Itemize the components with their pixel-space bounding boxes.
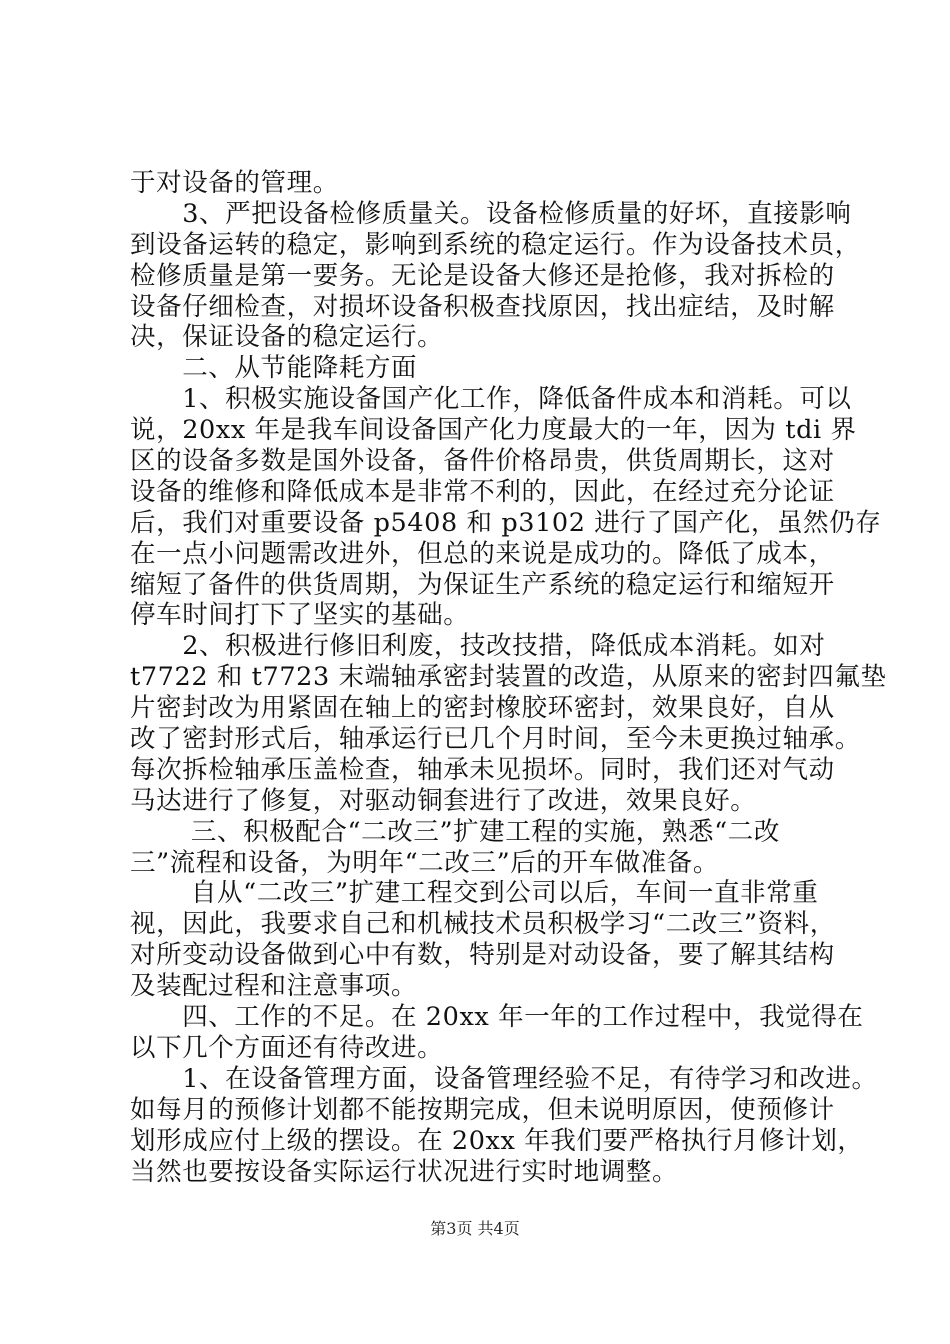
text-line: 三、积极配合“二改三”扩建工程的实施，熟悉“二改 bbox=[130, 816, 780, 847]
text-line: 当然也要按设备实际运行状况进行实时地调整。 bbox=[130, 1156, 679, 1187]
text-line: 1、积极实施设备国产化工作，降低备件成本和消耗。可以 bbox=[130, 384, 852, 415]
text-line: 检修质量是第一要务。无论是设备大修还是抢修，我对拆检的 bbox=[130, 260, 835, 291]
text-line: 缩短了备件的供货周期，为保证生产系统的稳定运行和缩短开 bbox=[130, 569, 835, 600]
text-line: 于对设备的管理。 bbox=[130, 168, 339, 198]
document-body bbox=[130, 168, 887, 1187]
text-line: 四、工作的不足。在 20xx 年一年的工作过程中，我觉得在 bbox=[130, 1002, 864, 1033]
text-line: t7722 和 t7723 末端轴承密封装置的改造，从原来的密封四氟垫 bbox=[130, 662, 887, 693]
text-line: 说，20xx 年是我车间设备国产化力度最大的一年，因为 tdi 界 bbox=[130, 415, 857, 446]
text-line: 以下几个方面还有待改进。 bbox=[130, 1032, 444, 1063]
text-line: 片密封改为用紧固在轴上的密封橡胶环密封，效果良好，自从 bbox=[130, 693, 835, 724]
text-line: 停车时间打下了坚实的基础。 bbox=[130, 600, 470, 631]
text-line: 自从“二改三”扩建工程交到公司以后，车间一直非常重 bbox=[130, 878, 819, 909]
text-line: 马达进行了修复，对驱动铜套进行了改进，效果良好。 bbox=[130, 785, 757, 816]
text-line: 设备仔细检查，对损坏设备积极查找原因，找出症结，及时解 bbox=[130, 291, 835, 322]
text-line: 三”流程和设备，为明年“二改三”后的开车做准备。 bbox=[130, 847, 720, 878]
text-line: 划形成应付上级的摆设。在 20xx 年我们要严格执行月修计划， bbox=[130, 1125, 864, 1156]
text-line: 每次拆检轴承压盖检查，轴承未见损坏。同时，我们还对气动 bbox=[130, 754, 835, 785]
text-line: 决，保证设备的稳定运行。 bbox=[130, 322, 444, 353]
page-footer: 第3页 共4页 bbox=[430, 1219, 520, 1238]
text-line: 二、从节能降耗方面 bbox=[130, 353, 418, 384]
text-line: 及装配过程和注意事项。 bbox=[130, 971, 418, 1002]
text-line: 区的设备多数是国外设备，备件价格昂贵，供货周期长，这对 bbox=[130, 446, 835, 477]
text-line: 对所变动设备做到心中有数，特别是对动设备，要了解其结构 bbox=[130, 940, 835, 971]
text-line: 后，我们对重要设备 p5408 和 p3102 进行了国产化，虽然仍存 bbox=[130, 507, 882, 538]
text-line: 1、在设备管理方面，设备管理经验不足，有待学习和改进。 bbox=[130, 1063, 878, 1094]
text-line: 2、积极进行修旧利废，技改技措，降低成本消耗。如对 bbox=[130, 631, 826, 662]
text-line: 3、严把设备检修质量关。设备检修质量的好坏，直接影响 bbox=[130, 198, 852, 229]
text-line: 到设备运转的稳定，影响到系统的稳定运行。作为设备技术员， bbox=[130, 229, 861, 260]
text-line: 在一点小问题需改进外，但总的来说是成功的。降低了成本， bbox=[130, 538, 835, 569]
text-line: 设备的维修和降低成本是非常不利的，因此，在经过充分论证 bbox=[130, 476, 835, 507]
text-line: 改了密封形式后，轴承运行已几个月时间，至今未更换过轴承。 bbox=[130, 724, 861, 755]
text-line: 如每月的预修计划都不能按期完成，但未说明原因，使预修计 bbox=[130, 1094, 835, 1125]
text-line: 视，因此，我要求自己和机械技术员积极学习“二改三”资料， bbox=[130, 909, 836, 940]
